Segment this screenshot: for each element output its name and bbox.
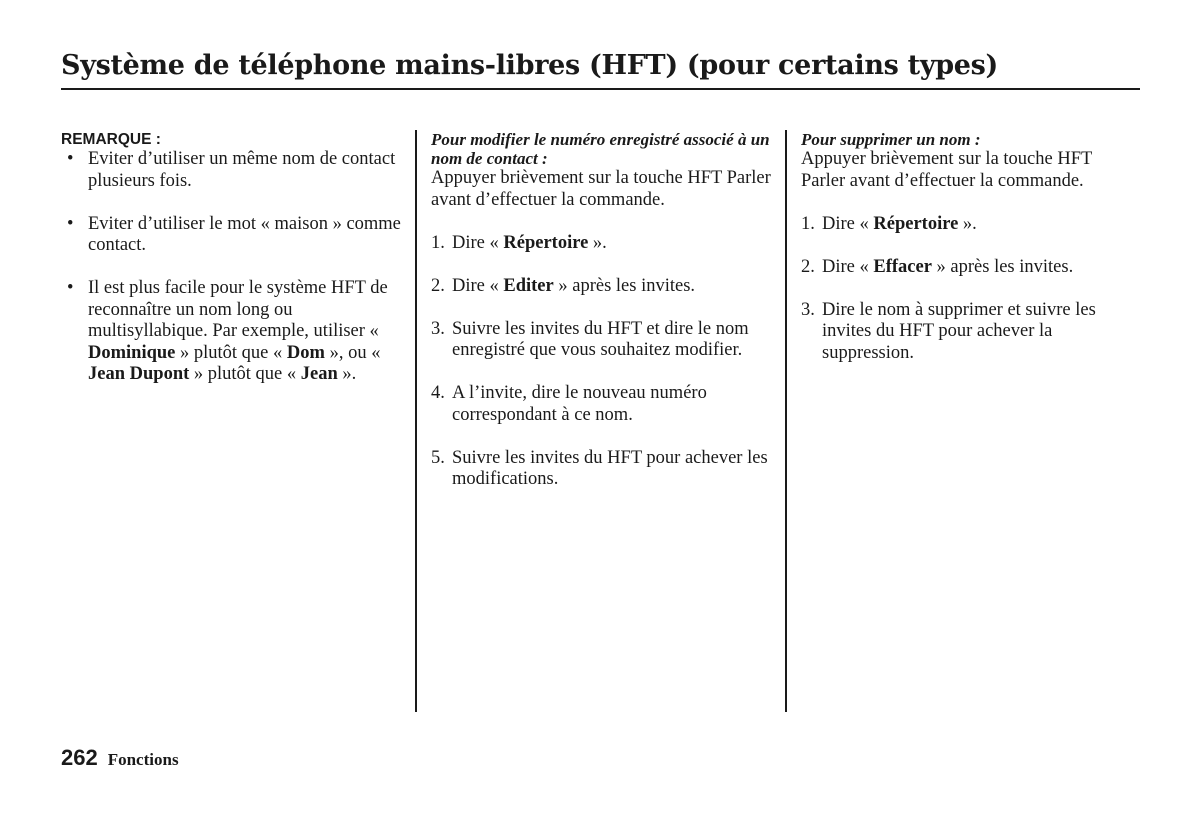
remark-text	[88, 278, 388, 384]
remark-item	[61, 278, 401, 386]
step-item	[431, 276, 771, 298]
step-number: 3.	[801, 299, 815, 320]
step-item	[431, 233, 771, 255]
section-name: Fonctions	[107, 750, 179, 769]
step-number: 5.	[431, 447, 445, 468]
step-item	[431, 383, 771, 426]
bullet-icon: •	[67, 278, 74, 298]
page-title: Système de téléphone mains-libres (HFT) (pour certains types)	[61, 50, 999, 81]
remark-label: REMARQUE :	[61, 131, 161, 148]
page-number: 262	[61, 745, 98, 770]
section-intro: Appuyer brièvement sur la touche HFT Parler avant d’effectuer la commande.	[801, 149, 1092, 191]
step-item	[801, 214, 1140, 236]
step-text-part: Dire «	[822, 213, 874, 234]
column-divider-right	[785, 130, 787, 712]
title-rule	[61, 88, 1140, 90]
example-name: Jean	[300, 364, 338, 384]
remark-list	[61, 149, 401, 386]
command-keyword: Répertoire	[873, 213, 959, 234]
step-text	[822, 214, 977, 234]
step-text	[822, 257, 1073, 277]
remark-text: Eviter d’utiliser le mot « maison » comme contact.	[88, 213, 401, 255]
remark-text-part: », ou «	[324, 342, 381, 363]
remark-text-part: » plutôt que «	[175, 342, 287, 363]
step-text-part: Dire «	[452, 232, 504, 253]
page-footer	[61, 745, 179, 771]
example-name: Jean Dupont	[88, 364, 190, 384]
step-item	[431, 448, 771, 491]
step-text-part: » après les invites.	[553, 275, 696, 296]
remark-text-part: » plutôt que «	[189, 364, 301, 384]
remark-text-part: ».	[337, 364, 357, 384]
step-text: Suivre les invites du HFT et dire le nom enregistré que vous souhaitez modifier.	[452, 318, 749, 360]
step-text	[452, 233, 607, 253]
remark-item	[61, 149, 401, 192]
step-text: Suivre les invites du HFT pour achever les modifications.	[452, 447, 768, 489]
step-text-part: ».	[958, 213, 977, 234]
step-list	[431, 233, 771, 491]
step-number: 1.	[801, 213, 815, 234]
step-number: 4.	[431, 383, 445, 403]
step-number: 3.	[431, 318, 445, 339]
section-intro: Appuyer brièvement sur la touche HFT Parler avant d’effectuer la commande.	[431, 168, 771, 210]
step-number: 2.	[431, 275, 445, 296]
step-text-part: ».	[588, 232, 607, 253]
command-keyword: Répertoire	[503, 232, 589, 253]
column-modify-number	[431, 130, 771, 491]
step-text: Dire le nom à supprimer et suivre les invites du HFT pour achever la suppression.	[822, 299, 1096, 363]
step-text-part: Dire «	[452, 275, 504, 296]
step-text	[452, 276, 695, 296]
example-name: Dominique	[88, 342, 176, 363]
remark-text-part: Il est plus facile pour le système HFT de reconnaître un nom long ou multisyllabique. Par exemple, utiliser «	[88, 278, 388, 341]
column-divider-left	[415, 130, 417, 712]
remark-item	[61, 214, 401, 257]
step-item	[801, 257, 1140, 279]
bullet-icon: •	[67, 213, 74, 234]
step-number: 1.	[431, 232, 445, 253]
step-text-part: Dire «	[822, 256, 874, 277]
column-delete-name	[801, 130, 1140, 364]
bullet-icon: •	[67, 149, 74, 169]
command-keyword: Effacer	[873, 256, 932, 277]
step-number: 2.	[801, 256, 815, 277]
command-keyword: Editer	[503, 275, 554, 296]
section-heading: Pour modifier le numéro enregistré associé à un nom de contact :	[431, 130, 770, 168]
remark-text: Eviter d’utiliser un même nom de contact plusieurs fois.	[88, 149, 396, 191]
step-text: A l’invite, dire le nouveau numéro correspondant à ce nom.	[452, 383, 707, 425]
step-list	[801, 214, 1140, 365]
step-item	[431, 319, 771, 362]
step-text-part: » après les invites.	[931, 256, 1074, 277]
step-item	[801, 300, 1140, 365]
column-remarks	[61, 130, 401, 407]
example-name: Dom	[286, 342, 325, 363]
section-heading: Pour supprimer un nom :	[801, 130, 981, 149]
